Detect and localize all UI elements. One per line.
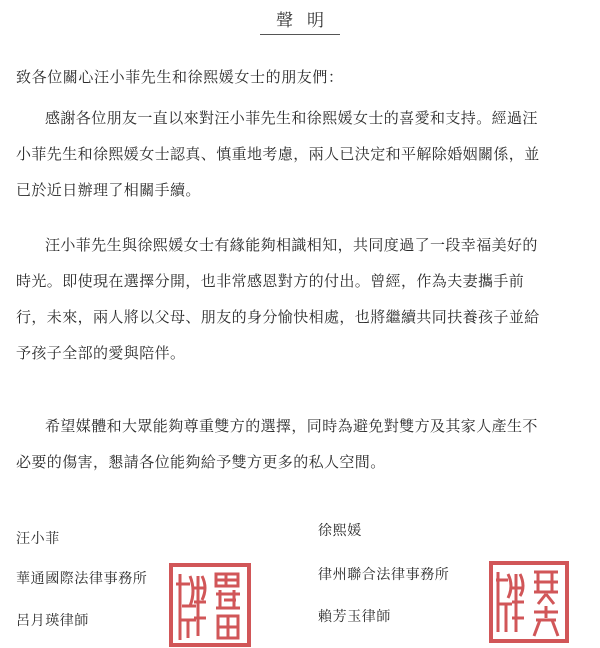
lawyer-seal-stamp-left — [168, 562, 252, 648]
document-title — [0, 6, 600, 35]
seal-icon — [488, 560, 570, 644]
lawyer-name: 賴芳玉律師 — [318, 609, 391, 625]
paragraph-line: 已於近日辦理了相關手續。 — [16, 181, 201, 199]
seal-icon — [168, 562, 252, 648]
paragraph-line: 小菲先生和徐熙媛女士認真、慎重地考慮，兩人已決定和平解除婚姻關係，並 — [16, 145, 540, 163]
signatory-name: 徐熙媛 — [318, 523, 362, 539]
paragraph-line: 予孩子全部的愛與陪伴。 — [16, 344, 186, 362]
lawyer-name: 呂月瑛律師 — [16, 613, 89, 629]
paragraph-line: 行，未來，兩人將以父母、朋友的身分愉快相處，也將繼續共同扶養孩子並給 — [16, 308, 540, 326]
paragraph-line: 時光。即使現在選擇分開，也非常感恩對方的付出。曾經，作為夫妻攜手前 — [16, 272, 525, 290]
paragraph-future — [16, 227, 588, 371]
lawyer-seal-stamp-right — [488, 560, 570, 644]
law-firm-name: 華通國際法律事務所 — [16, 571, 148, 587]
document-title-text: 聲明 — [260, 6, 340, 35]
salutation: 致各位關心汪小菲先生和徐熙媛女士的朋友們： — [16, 68, 344, 86]
paragraph-gratitude — [16, 100, 588, 208]
signatory-name: 汪小菲 — [16, 531, 60, 547]
paragraph-line: 必要的傷害，懇請各位能夠給予雙方更多的私人空間。 — [16, 453, 386, 471]
paragraph-privacy-request — [16, 408, 588, 480]
law-firm-name: 律州聯合法律事務所 — [318, 567, 450, 583]
paragraph-line: 感謝各位朋友一直以來對汪小菲先生和徐熙媛女士的喜愛和支持。經過汪 — [45, 109, 538, 127]
paragraph-line: 希望媒體和大眾能夠尊重雙方的選擇，同時為避免對雙方及其家人產生不 — [45, 417, 538, 435]
paragraph-line: 汪小菲先生與徐熙媛女士有緣能夠相識相知，共同度過了一段幸福美好的 — [45, 236, 538, 254]
